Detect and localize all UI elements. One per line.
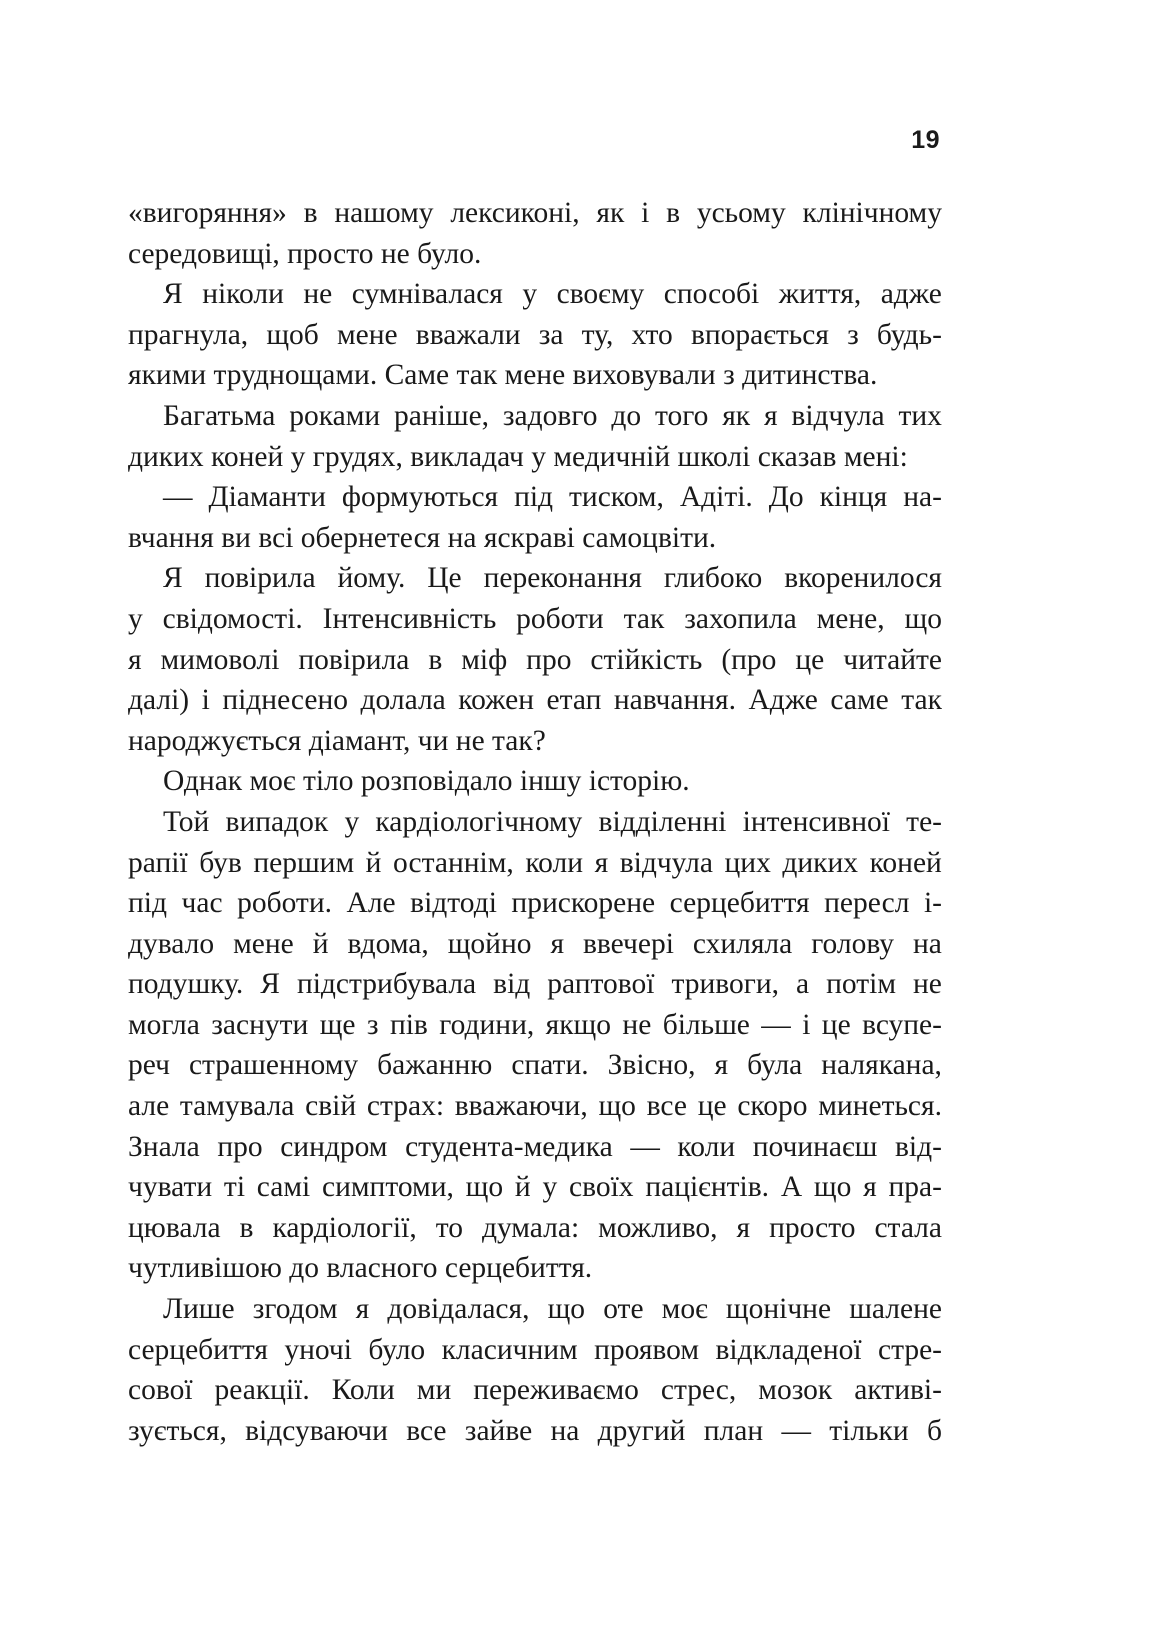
word: — (630, 1130, 660, 1163)
word: рапії (128, 846, 188, 879)
word: кардіології, (272, 1211, 417, 1244)
word: тамувала (179, 1090, 295, 1123)
word: кардіологічному (375, 805, 583, 838)
word: синдром (280, 1130, 388, 1163)
word: могла (128, 1008, 200, 1041)
word: До (768, 481, 804, 514)
word: цих (724, 846, 771, 879)
text-line (128, 1127, 942, 1168)
word: те- (906, 805, 942, 838)
word: будь- (876, 318, 942, 351)
word: чувати (128, 1171, 213, 1204)
word: й (312, 927, 329, 960)
word: минеться. (818, 1090, 942, 1123)
word: А (780, 1171, 803, 1204)
word: була (747, 1049, 803, 1082)
word: читайте (843, 643, 942, 676)
word: у (522, 278, 538, 311)
word: реч (128, 1049, 170, 1082)
word: у (344, 805, 360, 838)
word: повірила (298, 643, 410, 676)
word: так (623, 602, 665, 635)
word: переживаємо (473, 1374, 639, 1407)
word: Знала (128, 1130, 200, 1163)
word: як (722, 399, 751, 432)
word: Я (163, 278, 183, 311)
word: ті (223, 1171, 246, 1204)
word: нашому (334, 197, 434, 229)
word: вкоренилося (784, 562, 942, 595)
word: мимоволі (160, 643, 280, 676)
word: проявом (594, 1333, 700, 1366)
word: тривоги, (671, 968, 779, 1001)
word: в (428, 643, 443, 676)
word: й (365, 846, 382, 879)
word: другий (597, 1414, 686, 1447)
word: і (201, 684, 210, 717)
word: коли (677, 1130, 736, 1163)
word: студента-медика (405, 1130, 613, 1163)
word: в (666, 197, 681, 229)
word: долала (360, 684, 446, 717)
word: страх: (366, 1090, 445, 1123)
word: кінця (819, 481, 888, 514)
word: щонічне (725, 1293, 832, 1326)
word: останнім, (393, 846, 514, 879)
word: я (128, 643, 142, 676)
text-line (128, 558, 942, 599)
word: що (813, 1171, 852, 1204)
word: міф (461, 643, 508, 676)
word: я (550, 927, 565, 960)
word: Але (346, 887, 396, 920)
word: класичним (441, 1333, 578, 1366)
word: на- (903, 481, 942, 514)
text-line (128, 802, 942, 843)
word: був (199, 846, 242, 879)
word: більше (662, 1008, 750, 1041)
word: коли (525, 846, 584, 879)
word: кожен (458, 684, 535, 717)
word: відтоді (410, 887, 497, 920)
text-line (128, 1289, 942, 1330)
word: підстрибувала (296, 968, 477, 1001)
word: бажанню (377, 1049, 493, 1082)
word: саме (830, 684, 889, 717)
text-line (128, 924, 942, 965)
body-text-block (128, 193, 942, 1451)
word: за (538, 318, 564, 351)
word: навчання. (613, 684, 736, 717)
word: години, (439, 1008, 535, 1041)
word: б (926, 1414, 942, 1447)
word: Інтенсивність (322, 602, 497, 635)
word: серцебиття (128, 1333, 268, 1366)
word: цювала (128, 1211, 221, 1244)
word: це (795, 643, 825, 676)
word: далі) (128, 684, 190, 717)
word: глибоко (663, 562, 763, 595)
word: Лише (163, 1293, 235, 1326)
word: лексиконі, (450, 197, 580, 229)
word: всупе- (862, 1008, 942, 1041)
word: (про (721, 643, 777, 676)
word: першим (253, 846, 355, 879)
word: спати. (511, 1049, 589, 1082)
paragraph (128, 802, 942, 1289)
word: Коли (331, 1374, 395, 1407)
word: адже (880, 278, 942, 311)
word: голову (811, 927, 895, 960)
word: піднесено (222, 684, 349, 717)
word: раніше, (394, 399, 490, 432)
word: прискорене (511, 887, 656, 920)
word: ще (319, 1008, 356, 1041)
word: свій (305, 1090, 357, 1123)
word: не (913, 968, 942, 1001)
paragraph (128, 396, 942, 477)
text-line (128, 680, 942, 721)
word: тиском, (569, 481, 664, 514)
word: відсуваючи (245, 1414, 388, 1447)
word: моє (661, 1293, 708, 1326)
word: у (128, 602, 143, 635)
word: від- (894, 1130, 942, 1163)
word: раптової (547, 968, 655, 1001)
word: план (703, 1414, 764, 1447)
text-line (128, 1086, 942, 1127)
word: стійкість (590, 643, 703, 676)
word: шалене (849, 1293, 942, 1326)
word: а (796, 968, 810, 1001)
text-line: якими труднощами. Саме так мене виховували з дитинства. (128, 359, 878, 392)
text-line (128, 640, 942, 681)
word: починаєш (752, 1130, 878, 1163)
word: під (128, 887, 167, 920)
word: так (901, 684, 942, 717)
word: схиляла (692, 927, 793, 960)
word: — (163, 481, 193, 514)
word: Я (260, 968, 280, 1001)
text-line: вчання ви всі обернетеся на яскраві самоцвіти. (128, 521, 717, 554)
paragraph (128, 193, 942, 274)
word: що (547, 1293, 586, 1326)
word: випадок (225, 805, 329, 838)
text-line: середовищі, просто не було. (128, 237, 482, 270)
text-line (128, 964, 942, 1005)
word: це (697, 1090, 727, 1123)
word: вважали (415, 318, 521, 351)
word: подушку. (128, 968, 244, 1001)
word: страшенному (188, 1049, 359, 1082)
word: в (239, 1211, 254, 1244)
word: вдома, (347, 927, 429, 960)
word: оте (603, 1293, 644, 1326)
word: просто (769, 1211, 856, 1244)
word: і (641, 197, 650, 229)
word: зується, (128, 1414, 227, 1447)
word: потім (826, 968, 896, 1001)
word: симптоми, (322, 1171, 454, 1204)
word: відкладеної (715, 1333, 862, 1366)
text-line (128, 274, 942, 315)
word: уночі (284, 1333, 352, 1366)
paragraph (128, 1289, 942, 1451)
word: своїх (569, 1171, 634, 1204)
word: я (594, 846, 609, 879)
word: під (514, 481, 554, 514)
text-line (128, 477, 942, 518)
word: роками (289, 399, 381, 432)
word: як (596, 197, 625, 229)
word: клінічному (802, 197, 942, 229)
word: того (654, 399, 709, 432)
word: й (514, 1171, 531, 1204)
word: стре- (877, 1333, 942, 1366)
text-line (128, 315, 942, 356)
word: з (366, 1008, 379, 1041)
text-line: чутливішою до власного серцебиття. (128, 1252, 593, 1285)
word: Адіті. (679, 481, 753, 514)
text-line (128, 1005, 942, 1046)
word: вважаючи, (454, 1090, 588, 1123)
page-number: 19 (911, 126, 940, 154)
word: переконання (483, 562, 642, 595)
word: усьому (696, 197, 786, 229)
word: способі (663, 278, 760, 311)
text-line (128, 1370, 942, 1411)
text-line: Однак моє тіло розповідало іншу історію. (163, 765, 690, 798)
word: впорається (690, 318, 829, 351)
text-line (128, 396, 942, 437)
word: пересл (824, 887, 910, 920)
text-line: народжується діамант, чи не так? (128, 724, 546, 757)
word: зайве (464, 1414, 533, 1447)
word: пів (389, 1008, 428, 1041)
word: не (622, 1008, 652, 1041)
word: відділенні (598, 805, 727, 838)
word: щоб (266, 318, 319, 351)
text-line (128, 1330, 942, 1371)
word: Діаманти (208, 481, 326, 514)
word: що (904, 602, 942, 635)
word: що (465, 1171, 504, 1204)
word: якщо (545, 1008, 612, 1041)
word: роботи (516, 602, 604, 635)
word: пацієнтів. (645, 1171, 770, 1204)
word: від (493, 968, 531, 1001)
paragraph (128, 477, 942, 558)
word: до (611, 399, 642, 432)
word: думала: (481, 1211, 580, 1244)
word: про (526, 643, 572, 676)
text-line (128, 883, 942, 924)
word: згодом (252, 1293, 338, 1326)
word: Я (163, 562, 183, 595)
word: сової (128, 1374, 193, 1407)
word: Той (163, 805, 210, 838)
text-line (128, 1045, 942, 1086)
text-line (128, 193, 942, 234)
paragraph (128, 761, 942, 802)
word: серцебиття (669, 887, 810, 920)
word: все (646, 1090, 687, 1123)
word: я (714, 1049, 729, 1082)
paragraph (128, 274, 942, 396)
word: хто (631, 318, 673, 351)
word: свідомості. (162, 602, 303, 635)
word: то (435, 1211, 463, 1244)
text-line (128, 843, 942, 884)
word: коней (869, 846, 942, 879)
word: формуються (341, 481, 499, 514)
word: Звісно, (607, 1049, 696, 1082)
word: у (542, 1171, 558, 1204)
word: це (821, 1008, 851, 1041)
word: ввечері (583, 927, 674, 960)
word: самі (256, 1171, 311, 1204)
word: в (303, 197, 318, 229)
word: відчула (791, 399, 885, 432)
text-line (128, 1411, 942, 1452)
word: Адже (748, 684, 818, 717)
word: — (761, 1008, 791, 1041)
word: «вигоряння» (128, 197, 287, 229)
word: ту, (581, 318, 614, 351)
word: час (181, 887, 223, 920)
word: я (763, 399, 778, 432)
word: відчула (619, 846, 713, 879)
word: і- (923, 887, 942, 920)
word: Це (427, 562, 462, 595)
word: роботи. (237, 887, 332, 920)
word: мене, (816, 602, 885, 635)
word: ми (416, 1374, 452, 1407)
word: скоро (737, 1090, 808, 1123)
word: я (736, 1211, 751, 1244)
word: на (550, 1414, 580, 1447)
word: сумнівалася (351, 278, 503, 311)
word: інтенсивної (742, 805, 890, 838)
word: життя, (778, 278, 862, 311)
word: тільки (829, 1414, 909, 1447)
word: ніколи (202, 278, 284, 311)
word: дувало (128, 927, 215, 960)
word: повірила (204, 562, 316, 595)
word: було (368, 1333, 426, 1366)
word: етап (546, 684, 602, 717)
word: стрес, (660, 1374, 737, 1407)
word: з (847, 318, 859, 351)
word: Багатьма (163, 399, 276, 432)
word: диких (782, 846, 859, 879)
word: можливо, (598, 1211, 718, 1244)
word: налякана, (821, 1049, 942, 1082)
word: своєму (556, 278, 645, 311)
word: про (217, 1130, 263, 1163)
word: пра- (888, 1171, 942, 1204)
word: задовго (502, 399, 598, 432)
word: не (303, 278, 333, 311)
word: і (802, 1008, 811, 1041)
word: мене (233, 927, 294, 960)
word: все (406, 1414, 447, 1447)
word: я (355, 1293, 370, 1326)
word: мозок (758, 1374, 833, 1407)
word: але (128, 1090, 170, 1123)
text-line (128, 1208, 942, 1249)
text-line (128, 599, 942, 640)
text-line: диких коней у грудях, викладач у медичній школі сказав мені: (128, 440, 908, 473)
word: захопила (684, 602, 797, 635)
word: що (598, 1090, 636, 1123)
word: довідалася, (387, 1293, 530, 1326)
word: прагнула, (128, 318, 249, 351)
word: мене (336, 318, 398, 351)
word: я (863, 1171, 877, 1204)
word: йому. (337, 562, 406, 595)
word: реакції. (214, 1374, 310, 1407)
word: активі- (854, 1374, 942, 1407)
word: — (781, 1414, 811, 1447)
word: заснути (211, 1008, 309, 1041)
word: стала (874, 1211, 942, 1244)
word: щойно (447, 927, 532, 960)
paragraph (128, 558, 942, 761)
text-line (128, 1167, 942, 1208)
word: тих (898, 399, 942, 432)
word: на (913, 927, 942, 960)
